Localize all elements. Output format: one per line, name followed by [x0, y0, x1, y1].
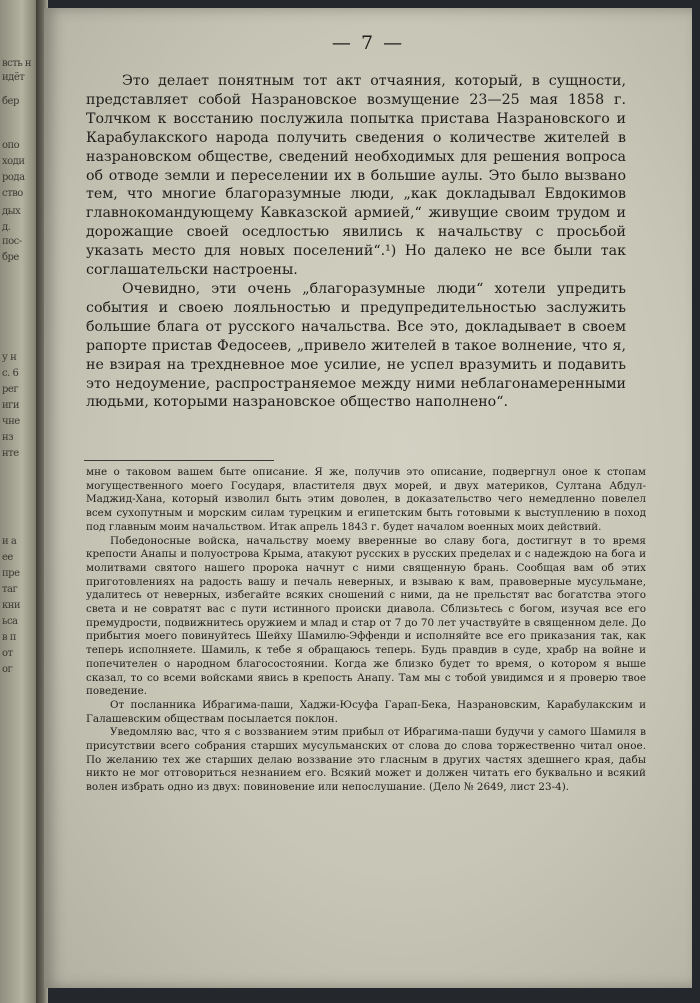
- facing-page-fragment: иги: [2, 400, 20, 411]
- book-page: [44, 8, 692, 988]
- footnote-paragraph: От посланника Ибрагима-паши, Хаджи-Юсуфа Гарап-Бека, Назрановским, Карабулакским и Галашевским обществам посылается поклон.: [86, 698, 646, 725]
- facing-page-fragment: нте: [2, 448, 19, 459]
- facing-page-fragment: идёт: [2, 72, 25, 83]
- facing-page-fragment: у н: [2, 352, 17, 363]
- adjacent-page-edge: [0, 0, 40, 1003]
- page-number: — 7 —: [331, 32, 405, 54]
- facing-page-fragment: ство: [2, 188, 23, 199]
- facing-page-fragment: всть н: [2, 58, 32, 69]
- footnotes: [86, 466, 646, 795]
- main-text: [86, 72, 626, 412]
- facing-page-fragment: ьса: [2, 616, 18, 627]
- facing-page-fragment: с. 6: [2, 368, 19, 379]
- facing-page-fragment: таг: [2, 584, 18, 595]
- facing-page-fragment: и а: [2, 536, 17, 547]
- facing-page-fragment: кни: [2, 600, 21, 611]
- facing-page-fragment: в п: [2, 632, 16, 643]
- facing-page-fragment: бер: [2, 96, 19, 107]
- facing-page-fragment: опо: [2, 140, 20, 151]
- footnote-divider: [84, 460, 274, 461]
- facing-page-fragment: рода: [2, 172, 25, 183]
- footnote-paragraph: Победоносные войска, начальству моему вверенные во славу бога, достигнут в то время крепости Анапы и полуострова Крыма, атакуют русских в русских пределах и с надеждою на бога и молитвами святого нашего пророка начнут с ними священную брань. Сообщая вам об этих приготовлениях на радость вашу и печаль неверных, и взываю к вам, правоверные мусульмане, удалитесь от неверных, избегайте всяких сношений с ними, да не прельстят вас богатства этого света и не совратят вас с пути истинного происки диавола. Сблизьтесь с богом, изучая все его премудрости, подвижнитесь оружием и млад и стар от 7 до 70 лет участвуйте в священном деле. До прибытия моего повинуйтесь Шейху Шамилю-Эффенди и исполняйте все его приказания так, как теперь исполняете. Шамиль, к тебе я обращаюсь теперь. Будь правдив в суде, храбр на войне и попечителен о народном благосостоянии. Когда же близко будет то время, о котором я выше сказал, то со всеми войсками явись в крепость Анапу. Там мы с тобой увидимся и я проверю твое поведение.: [86, 534, 646, 698]
- facing-page-fragment: от: [2, 648, 13, 659]
- facing-page-fragment: бре: [2, 252, 19, 263]
- facing-page-fragment: ее: [2, 552, 13, 563]
- facing-page-fragment: чне: [2, 416, 20, 427]
- facing-page-fragment: ходи: [2, 156, 25, 167]
- paragraph: Это делает понятным тот акт отчаяния, который, в сущности, представляет собой Назрановское возмущение 23—25 мая 1858 г. Толчком к восстанию послужила попытка пристава Назрановского и Карабулакского народа получить сведения о количестве жителей в назрановском обществе, сведений необходимых для решения вопроса об отводе земли и переселении их в большие аулы. Это было вызвано тем, что многие благоразумные люди, „как докладывал Евдокимов главнокомандующему Кавказской армией,“ живущие своим трудом и дорожащие своей оседлостью явились к начальству с просьбой указать место для новых поселений“.¹) Но далеко не все были так соглашательски настроены.: [86, 73, 626, 279]
- facing-page-fragment: ог: [2, 664, 13, 675]
- facing-page-fragment: нз: [2, 432, 14, 443]
- facing-page-fragment: рег: [2, 384, 19, 395]
- paragraph: Очевидно, эти очень „благоразумные люди“ хотели упредить события и своею лояльностью и предупредительностью заслужить большие блага от русского начальства. Все это, докладывает в своем рапорте пристав Федосеев, „привело жителей в такое волнение, что я, не взирая на трехдневное мое усилие, не успел вразумить и подавить это недоумение, распространяемое между ними неблагонамеренными людьми, которыми назрановское общество наполнено“.: [86, 280, 626, 411]
- facing-page-fragment: дых: [2, 206, 21, 217]
- footnote-paragraph: Уведомляю вас, что я с воззванием этим прибыл от Ибрагима-паши будучи у самого Шамиля в присутствии всего собрания старших мусульманских от слова до слова торжественно читал оное. По желанию тех же старших делаю воззвание это гласным в других частях здешнего края, дабы никто не мог отговориться незнанием его. Всякий может и должен читать его буквально и всякий волен избрать одно из двух: повиновение или непослушание. (Дело № 2649, лист 23-4).: [86, 726, 646, 794]
- facing-page-fragment: пос-: [2, 236, 22, 247]
- footnote-paragraph: мне о таковом вашем быте описание. Я же, получив это описание, подвергнул оное к стопам могущественного моего Государя, властителя двух морей, и двух материков, Султана Абдул-Маджид-Хана, который изволил быть этим доволен, в доказательство чего немедленно повелел всем сухопутным и морским силам турецким и египетским быть готовыми к выступлению в поход под главным моим начальством. Итак апрель 1843 г. будет началом военных моих действий.: [86, 466, 646, 533]
- facing-page-fragment: д.: [2, 222, 11, 233]
- facing-page-fragment: пре: [2, 568, 20, 579]
